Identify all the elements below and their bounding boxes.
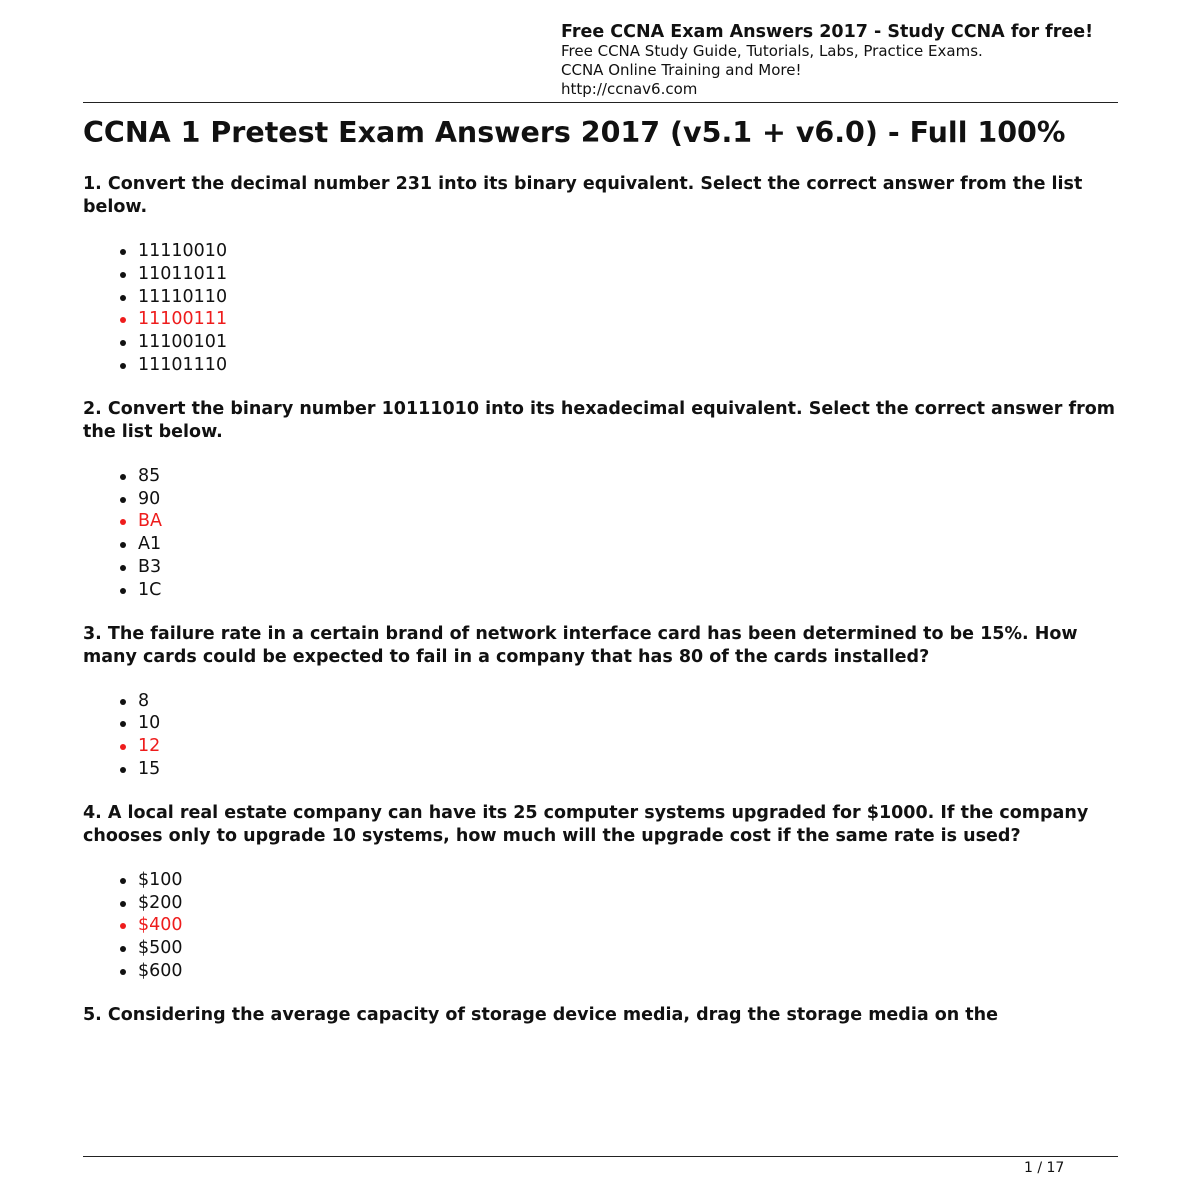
correct-answer-option: 12 [138, 735, 1123, 758]
answer-option: 90 [138, 488, 1123, 511]
site-header-url: http://ccnav6.com [561, 80, 698, 98]
answer-option: 11011011 [138, 263, 1123, 286]
answer-option: 8 [138, 690, 1123, 713]
question-text: 3. The failure rate in a certain brand of network interface card has been determined to be 15%. How many cards could be expected to fail in a company that has 80 of the cards installed? [83, 623, 1078, 667]
question-block [83, 802, 1123, 983]
answer-option: A1 [138, 533, 1123, 556]
footer-divider [83, 1156, 1118, 1157]
question-block [83, 1004, 1123, 1027]
site-header-tagline: Free CCNA Study Guide, Tutorials, Labs, Practice Exams. [561, 42, 983, 60]
question-text: 1. Convert the decimal number 231 into its binary equivalent. Select the correct answer from the list below. [83, 174, 1083, 217]
answer-option: 11110010 [138, 240, 1123, 263]
answer-option: 10 [138, 712, 1123, 735]
answer-option: 11100101 [138, 331, 1123, 354]
question-text: 5. Considering the average capacity of storage device media, drag the storage media on the [83, 1004, 998, 1025]
question-text: 4. A local real estate company can have its 25 computer systems upgraded for $1000. If the company chooses only to upgrade 10 systems, how much will the upgrade cost if the same rate is used? [83, 802, 1089, 846]
correct-answer-option: 11100111 [138, 308, 1123, 331]
answer-option: 11110110 [138, 286, 1123, 309]
question-block [83, 398, 1123, 602]
answer-list [83, 240, 1123, 377]
question-text: 2. Convert the binary number 10111010 into its hexadecimal equivalent. Select the correct answer from the list below. [83, 398, 1115, 442]
questions-list [83, 173, 1123, 1027]
answer-option: $500 [138, 937, 1123, 960]
question-block [83, 623, 1123, 781]
page-title: CCNA 1 Pretest Exam Answers 2017 (v5.1 + v6.0) - Full 100% [83, 116, 1066, 149]
answer-option: 15 [138, 758, 1123, 781]
correct-answer-option: $400 [138, 914, 1123, 937]
answer-list [83, 465, 1123, 602]
site-header-title: Free CCNA Exam Answers 2017 - Study CCNA for free! [561, 22, 1094, 42]
page-number: 1 / 17 [1024, 1160, 1065, 1176]
site-header-subtagline: CCNA Online Training and More! [561, 61, 802, 79]
answer-option: 11101110 [138, 354, 1123, 377]
answer-option: $200 [138, 892, 1123, 915]
answer-option: B3 [138, 556, 1123, 579]
site-header [561, 22, 1161, 99]
correct-answer-option: BA [138, 510, 1123, 533]
answer-option: $600 [138, 960, 1123, 983]
answer-option: $100 [138, 869, 1123, 892]
question-block [83, 173, 1123, 377]
answer-option: 85 [138, 465, 1123, 488]
answer-option: 1C [138, 579, 1123, 602]
answer-list [83, 690, 1123, 781]
header-divider [83, 102, 1118, 103]
answer-list [83, 869, 1123, 983]
